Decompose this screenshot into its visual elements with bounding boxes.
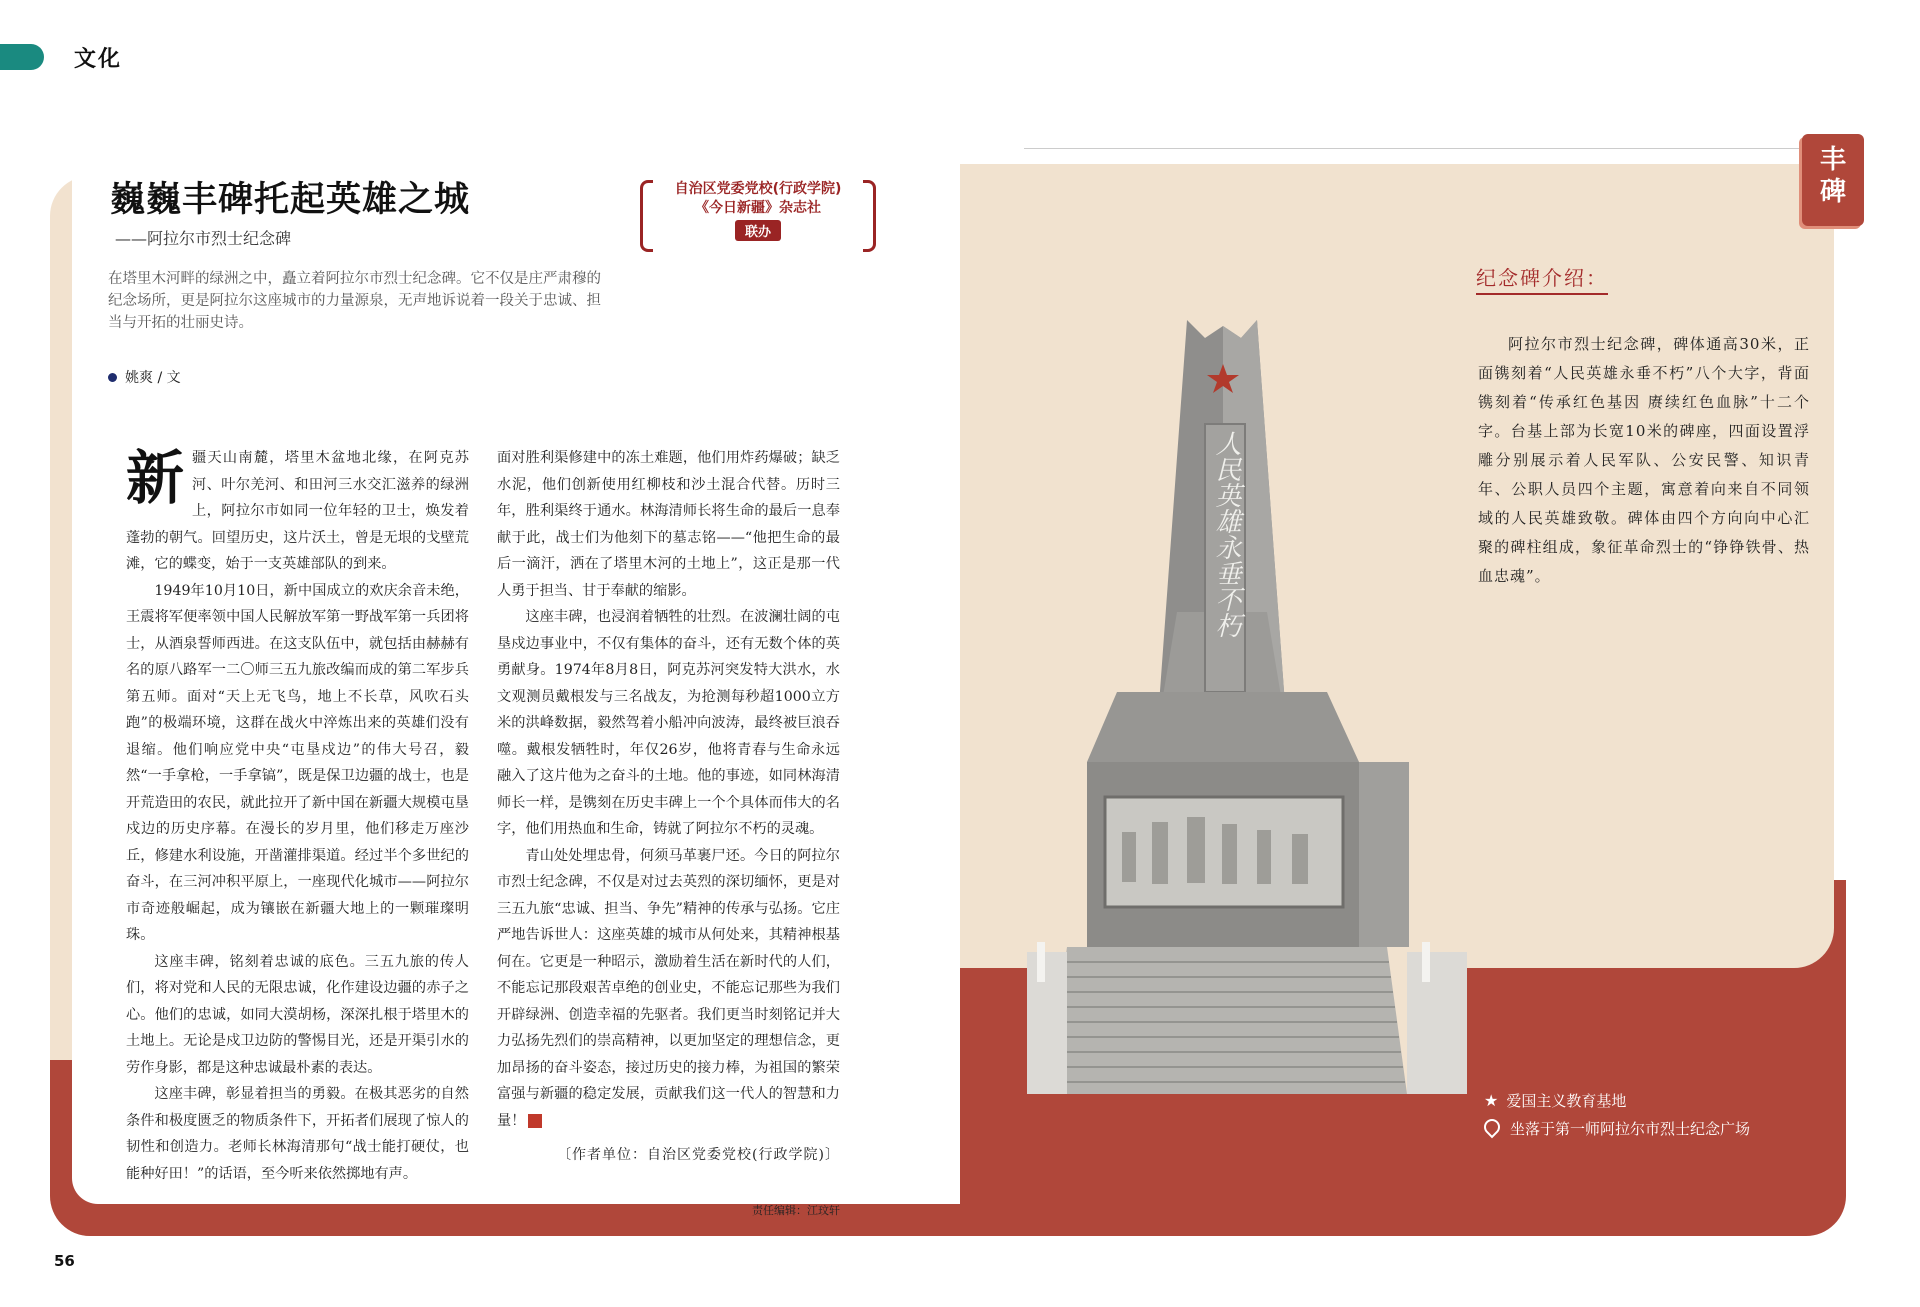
end-mark-icon xyxy=(528,1114,542,1128)
article-subtitle: ——阿拉尔市烈士纪念碑 xyxy=(115,229,292,248)
article-title: 巍巍丰碑托起英雄之城 xyxy=(110,179,471,220)
bullet-dot-icon xyxy=(108,373,117,382)
star-icon: ★ xyxy=(1484,1091,1499,1110)
caption-education-base xyxy=(1484,1090,1626,1111)
intro-heading: 纪念碑介绍： xyxy=(1476,262,1608,295)
paragraph: 这座丰碑，也浸润着牺牲的壮烈。在波澜壮阔的屯垦戍边事业中，不仅有集体的奋斗，还有无数个体的英勇献身。1974年8月8日，阿克苏河突发特大洪水，水文观测员戴根发与三名战友，为抢测每秒超1000立方米的洪峰数据，毅然驾着小船冲向波涛，最终被巨浪吞噬。戴根发牺牲时，年仅26岁，他将青春与生命永远融入了这片他为之奋斗的土地。他的事迹，如同林海清师长一样，是镌刻在历史丰碑上一个个具体而伟大的名字，他们用热血和生命，铸就了阿拉尔不朽的灵魂。 xyxy=(497,609,840,837)
author-name: 姚爽 / 文 xyxy=(125,370,181,386)
paragraph: 这座丰碑，彰显着担当的勇毅。在极其恶劣的自然条件和极度匮乏的物质条件下，开拓者们展现了惊人的韧性和创造力。老师长林海清那句“战士能打硬仗，也能种好田！”的话语，至今听来依然掷地有声。 xyxy=(126,1086,469,1182)
article-intro: 在塔里木河畔的绿洲之中，矗立着阿拉尔市烈士纪念碑。它不仅是庄严肃穆的纪念场所，更是阿拉尔这座城市的力量源泉，无声地诉说着一段关于忠诚、担当与开拓的壮丽史诗。 xyxy=(108,271,601,331)
caption-text: 爱国主义教育基地 xyxy=(1506,1092,1627,1110)
paragraph xyxy=(126,445,469,578)
paragraph: 这座丰碑，铭刻着忠诚的底色。三五九旅的传人们，将对党和人民的无限忠诚，化作建设边疆的赤子之心。他们的忠诚，如同大漠胡杨，深深扎根于塔里木的土地上。无论是戍卫边防的警惕目光，还是开渠引水的劳作身影，都是这种忠诚最朴素的表达。 xyxy=(126,953,469,1076)
paragraph: 面对胜利渠修建中的冻土难题，他们用炸药爆破；缺乏水泥，他们创新使用红柳枝和沙土混合代替。历时三年，胜利渠终于通水。林海清师长将生命的最后一息奉献于此，战士们为他刻下的墓志铭——“他把生命的最后一滴汗，洒在了塔里木河的土地上”，这正是那一代人勇于担当、甘于奉献的缩影。 xyxy=(497,450,840,599)
sponsor-line-1: 自治区党委党校(行政学院) xyxy=(674,181,842,197)
author-line xyxy=(108,367,181,387)
section-tab-marker xyxy=(0,44,44,70)
tag-char-2: 碑 xyxy=(1819,177,1846,207)
paragraph-text: 青山处处埋忠骨，何须马革裹尸还。今日的阿拉尔市烈士纪念碑，不仅是对过去英烈的深切缅怀，更是对三五九旅“忠诚、担当、争先”精神的传承与弘扬。它庄严地告诉世人：这座英雄的城市从何处来，其精神根基何在。它更是一种昭示，激励着生活在新时代的人们，不能忘记那段艰苦卓绝的创业史，不能忘记那些为我们开辟绿洲、创造幸福的先驱者。我们更当时刻铭记并大力弘扬先烈们的崇高精神，以更加坚定的理想信念，更加昂扬的奋斗姿态，接过历史的接力棒，为祖国的繁荣富强与新疆的稳定发展，贡献我们这一代人的智慧和力量！ xyxy=(497,847,840,1129)
bracket-left xyxy=(640,180,653,252)
monument-description xyxy=(1478,330,1810,591)
drop-cap: 新 xyxy=(126,444,185,512)
monument-inscription: 人民英雄永垂不朽 xyxy=(1211,430,1241,638)
author-affiliation: 〔作者单位：自治区党委党校(行政学院)〕 xyxy=(557,1147,840,1163)
sponsor-line-2: 《今日新疆》杂志社 xyxy=(695,200,821,216)
caption-location xyxy=(1484,1118,1750,1139)
right-page-top-bar xyxy=(1024,148,1824,163)
editor-credit: 责任编辑：江玟轩 xyxy=(752,1204,840,1217)
caption-text: 坐落于第一师阿拉尔市烈士纪念广场 xyxy=(1510,1120,1751,1138)
page-number: 56 xyxy=(54,1252,75,1270)
body-column-1 xyxy=(126,445,469,1187)
location-pin-icon xyxy=(1481,1116,1504,1139)
sponsor-badge: 联办 xyxy=(735,220,781,241)
body-column-2 xyxy=(497,445,840,1134)
section-label: 文化 xyxy=(74,47,123,72)
section-tag xyxy=(1802,134,1864,226)
paragraph xyxy=(497,843,840,1135)
tag-char-1: 丰 xyxy=(1819,145,1846,175)
description-text: 阿拉尔市烈士纪念碑，碑体通高30米，正面镌刻着“人民英雄永垂不朽”八个大字，背面镌刻着“传承红色基因 赓续红色血脉”十二个字。台基上部为长宽10米的碑座，四面设置浮雕分别展示着人民军队、公安民警、知识青年、公职人员四个主题，寓意着向来自不同领域的人民英雄致敬。碑体由四个方向向中心汇聚的碑柱组成，象征革命烈士的“铮铮铁骨、热血忠魂”。 xyxy=(1478,335,1810,585)
monument-illustration xyxy=(1027,312,1467,1094)
paragraph: 1949年10月10日，新中国成立的欢庆余音未绝，王震将军便率领中国人民解放军第一野战军第一兵团将士，从酒泉誓师西进。在这支队伍中，就包括由赫赫有名的原八路军一二〇师三五九旅改编而成的第二军步兵第五师。面对“天上无飞鸟，地上不长草，风吹石头跑”的极端环境，这群在战火中淬炼出来的英雄们没有退缩。他们响应党中央“屯垦戍边”的伟大号召，毅然“一手拿枪，一手拿镐”，既是保卫边疆的战士，也是开荒造田的农民，就此拉开了新中国在新疆大规模屯垦戍边的历史序幕。在漫长的岁月里，他们移走万座沙丘，修建水利设施，开凿灌排渠道。经过半个多世纪的奋斗，在三河冲积平原上，一座现代化城市——阿拉尔市奇迹般崛起，成为镶嵌在新疆大地上的一颗璀璨明珠。 xyxy=(126,582,469,943)
sponsor-box xyxy=(640,180,876,246)
paragraph-text: 疆天山南麓，塔里木盆地北缘，在阿克苏河、叶尔羌河、和田河三水交汇滋养的绿洲上，阿拉尔市如同一位年轻的卫士，焕发着蓬勃的朝气。回望历史，这片沃土，曾是无垠的戈壁荒滩，它的蝶变，始于一支英雄部队的到来。 xyxy=(126,450,469,572)
bracket-right xyxy=(863,180,876,252)
monument-photo xyxy=(1027,312,1467,1094)
